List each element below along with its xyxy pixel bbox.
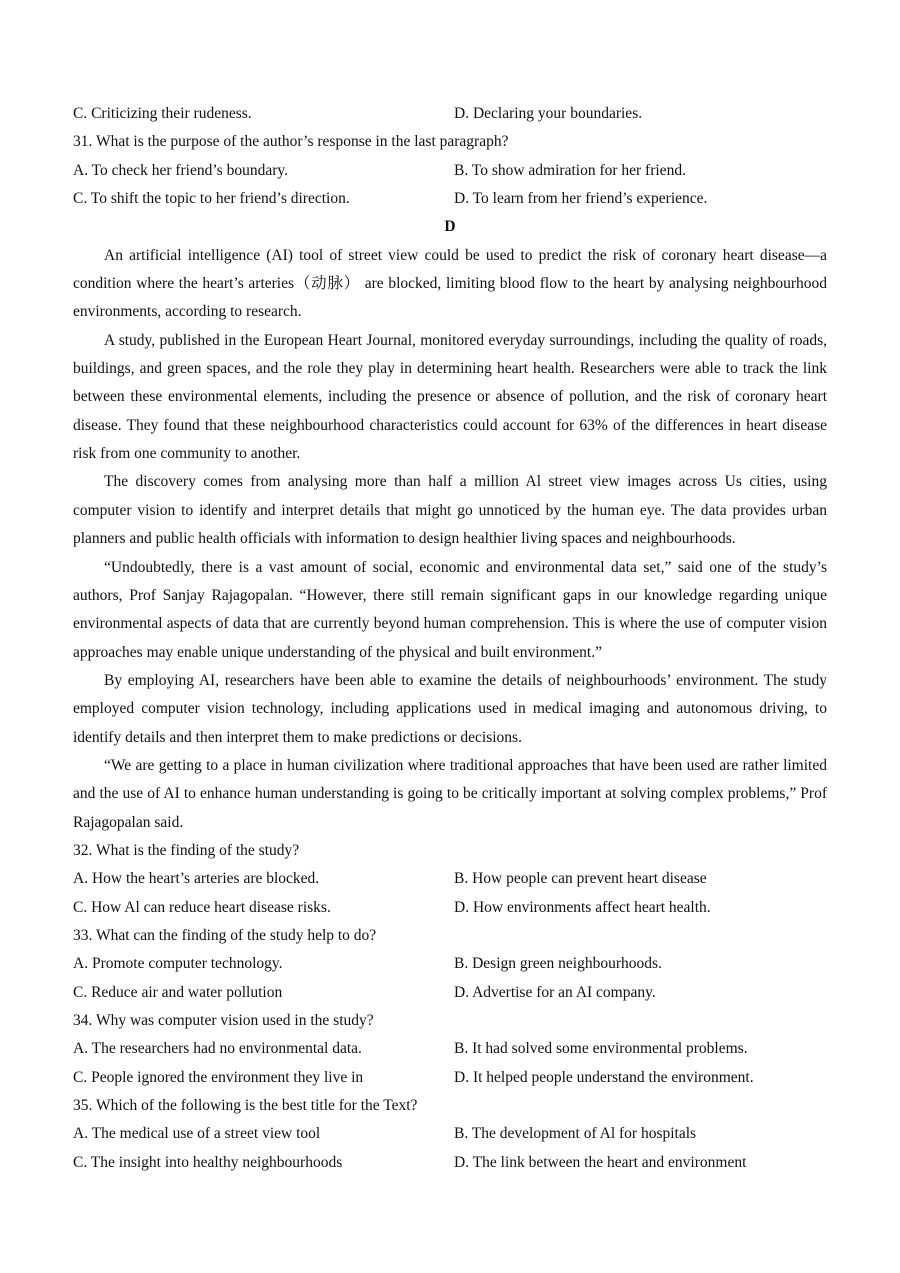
option-a: A. The researchers had no environmental data.	[73, 1040, 362, 1058]
question-33: 33. What can the finding of the study help to do?	[73, 926, 377, 944]
option-d: D. Declaring your boundaries.	[454, 105, 643, 122]
option-row	[73, 185, 827, 213]
page-content	[73, 100, 827, 1177]
question-35: 35. Which of the following is the best title for the Text?	[73, 1097, 418, 1115]
option-c: C. People ignored the environment they live in	[73, 1068, 364, 1086]
option-row	[73, 1035, 827, 1063]
option-c: C. Reduce air and water pollution	[73, 983, 283, 1001]
option-c: C. Criticizing their rudeness.	[73, 105, 252, 122]
option-b: B. How people can prevent heart disease	[454, 870, 707, 888]
option-a: A. How the heart’s arteries are blocked.	[73, 870, 320, 888]
option-b: B. It had solved some environmental problems.	[454, 1040, 748, 1058]
option-a: A. To check her friend’s boundary.	[73, 161, 288, 179]
option-row	[73, 1064, 827, 1092]
passage-paragraph: A study, published in the European Heart Journal, monitored everyday surroundings, including the quality of roads, buildings, and green spaces, and the role they play in determining heart health. Researchers were able to track the link between these environmental elements, including the presence or absence of pollution, and the risk of coronary heart disease. They found that these neighbourhood characteristics could account for 63% of the differences in heart disease risk from one community to another.	[73, 331, 827, 463]
passage-paragraph: “We are getting to a place in human civilization where traditional approaches that have been used are rather limited and the use of AI to enhance human understanding is going to be critically important at solving complex problems,” Prof Rajagopalan said.	[73, 756, 827, 831]
option-c: C. To shift the topic to her friend’s direction.	[73, 190, 350, 208]
passage-paragraph: “Undoubtedly, there is a vast amount of social, economic and environmental data set,” said one of the study’s authors, Prof Sanjay Rajagopalan. “However, there still remain significant gaps in our knowledge regarding unique environmental aspects of data that are currently beyond human comprehension. This is where the use of computer vision approaches may enable unique understanding of the physical and built environment.”	[73, 558, 827, 661]
option-row	[73, 894, 827, 922]
passage-paragraph: An artificial intelligence (AI) tool of street view could be used to predict the risk of coronary heart disease—a condition where the heart’s arteries（动脉） are blocked, limiting blood flow to the heart by analysing neighbourhood environments, according to research.	[73, 246, 827, 321]
option-d: D. To learn from her friend’s experience.	[454, 190, 708, 208]
option-d: D. Advertise for an AI company.	[454, 983, 656, 1001]
option-d: D. The link between the heart and environment	[454, 1153, 747, 1171]
option-row	[73, 100, 827, 128]
option-row	[73, 1149, 827, 1177]
option-b: B. Design green neighbourhoods.	[454, 955, 662, 973]
section-title: D	[444, 218, 456, 236]
question-32: 32. What is the finding of the study?	[73, 841, 300, 859]
passage-paragraph: By employing AI, researchers have been able to examine the details of neighbourhoods’ environment. The study employed computer vision technology, including applications used in medical imaging and autonomous driving, to identify details and then interpret them to make predictions or decisions.	[73, 671, 827, 746]
option-row	[73, 1120, 827, 1148]
option-row	[73, 157, 827, 185]
option-a: A. The medical use of a street view tool	[73, 1125, 321, 1143]
question-34: 34. Why was computer vision used in the study?	[73, 1012, 374, 1029]
option-b: B. To show admiration for her friend.	[454, 161, 686, 179]
passage-paragraph: The discovery comes from analysing more than half a million Al street view images across Us cities, using computer vision to identify and interpret details that might go unnoticed by the human eye. The data provides urban planners and public health officials with information to design healthier living spaces and neighbourhoods.	[73, 473, 827, 548]
option-row	[73, 865, 827, 893]
option-c: C. How Al can reduce heart disease risks.	[73, 898, 331, 916]
option-c: C. The insight into healthy neighbourhoods	[73, 1153, 343, 1171]
option-row	[73, 950, 827, 978]
option-b: B. The development of Al for hospitals	[454, 1125, 697, 1143]
option-d: D. How environments affect heart health.	[454, 898, 711, 916]
option-row	[73, 979, 827, 1007]
question-31: 31. What is the purpose of the author’s response in the last paragraph?	[73, 133, 509, 151]
option-a: A. Promote computer technology.	[73, 955, 283, 973]
option-d: D. It helped people understand the environment.	[454, 1068, 754, 1086]
